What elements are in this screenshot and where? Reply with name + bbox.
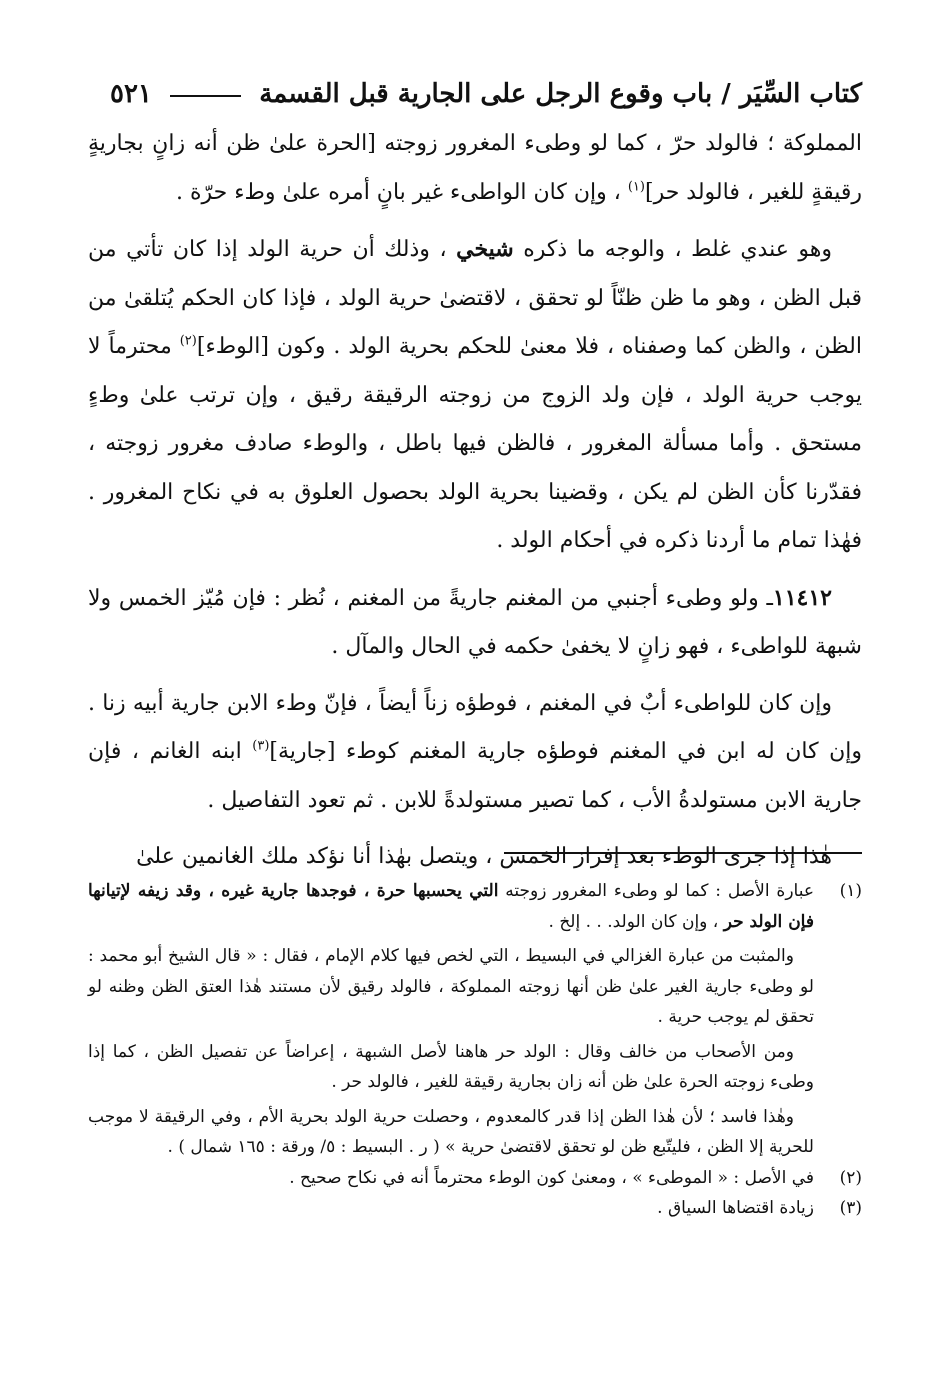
footnote-marker-2: (٢) — [179, 333, 197, 349]
running-header — [110, 74, 862, 114]
footnote-text-a: عبارة الأصل : كما لو وطىء المغرور زوجته — [498, 881, 814, 901]
paragraph-3-text: ـ ولو وطىء أجنبي من المغنم جاريةً من المغنم ، نُظر : فإن مُيّز الخمس ولا شبهة للواطىء ، فهو زانٍ لا يخفىٰ حكمه في الحال والمآل . — [88, 585, 862, 659]
main-text — [88, 120, 862, 882]
footnote-number: (٢) — [839, 1167, 862, 1188]
footnote-1 — [88, 876, 862, 1163]
paragraph-1-text-a: المملوكة ؛ فالولد حرّ ، كما لو وطىء المغرور زوجته [الحرة علىٰ ظن أنه زانٍ بجاريةٍ رقيقةٍ للغير ، فالولد حر] — [88, 131, 862, 205]
footnote-2 — [88, 1163, 862, 1194]
issue-number: ١١٤١٢ — [772, 584, 832, 611]
footnote-body — [88, 876, 814, 1163]
footnotes — [88, 876, 862, 1224]
footnote-text-b: ، وإن كان الولد. . . إلخ . — [548, 911, 724, 932]
paragraph-4-text-b: ابنه الغانم ، فإن جارية الابن مستولدةُ الأب ، كما تصير مستولدةً للابن . ثم تعود التفاصيل . — [88, 739, 862, 813]
paragraph-4-text-a: وإن كان للواطىء أبٌ في المغنم ، فوطؤه زناً أيضاً ، فإنّ وطء الابن جارية أبيه زنا . وإن كان له ابن في المغنم فوطؤه جارية المغنم كوطء [جارية] — [88, 690, 863, 764]
paragraph-1 — [88, 120, 862, 217]
footnote-bold-text: التي يحسبها حرة ، فوجدها جارية غيره ، وقد زيفه لإتيانها فإن الولد حر — [88, 881, 814, 932]
paragraph-4 — [88, 680, 862, 826]
footnote-paragraph: وهٰذا فاسد ؛ لأن هٰذا الظن إذا قدر كالمعدوم ، وحصلت حرية الولد بحرية الأم ، وفي الرقيقة لا موجب للحرية إلا الظن ، فليتّبع ظن لو تحقق لاقتضىٰ حرية » ( ر . البسيط : ٥/ ورقة : ١٦٥ شمال ) . — [88, 1106, 814, 1157]
paragraph-2-text-a: وهو عندي غلط ، والوجه ما ذكره — [513, 237, 832, 262]
footnote-number: (١) — [839, 881, 862, 901]
footnote-paragraph: في الأصل : « الموطىء » ، ومعنىٰ كون الوطء محترماً أنه في نكاح صحيح . — [289, 1167, 814, 1188]
paragraph-2-text-c: محترماً لا يوجب حرية الولد ، فإن ولد الزوج من زوجته الرقيقة رقيق ، وإن ترتب علىٰ وطءٍ مستحق . وأما مسألة المغرور ، فالظن فيها باطل ، والوطء صادف مغرور زوجته ، فقدّرنا كأن الظن لم يكن ، وقضينا بحرية الولد بحصول العلوق به في نكاح المغرور . فهٰذا تمام ما أردنا ذكره في أحكام الولد . — [88, 334, 862, 553]
footnote-marker-1: (١) — [627, 179, 645, 195]
footnote-3 — [88, 1193, 862, 1224]
footnote-body — [88, 1163, 814, 1194]
paragraph-2 — [88, 225, 862, 566]
paragraph-3 — [88, 574, 862, 672]
footnote-marker-3: (٣) — [252, 738, 270, 754]
page-number: ٥٢١ — [110, 79, 152, 109]
header-rule — [170, 95, 241, 97]
footnote-separator — [504, 852, 862, 854]
paragraph-2-text-b: ، وذلك أن حرية الولد إذا كان تأتي من قبل الظن ، وهو ما ظن ظنّاً لو تحقق ، لاقتضىٰ حرية الولد ، فإذا كان الحكم يُتلقىٰ من الظن ، والظن كما وصفناه ، فلا معنىٰ للحكم بحرية الولد . وكون [الوطء] — [88, 237, 862, 359]
footnote-paragraph: زيادة اقتضاها السياق . — [657, 1198, 814, 1218]
footnote-paragraph: ومن الأصحاب من خالف وقال : الولد حر هاهنا لأصل الشبهة ، إعراضاً عن تفصيل الظن ، كما إذا وطىء زوجته الحرة علىٰ ظن أنه زان بجارية رقيقة للغير ، فالولد حر . — [88, 1041, 814, 1092]
footnote-paragraph: والمثبت من عبارة الغزالي في البسيط ، التي لخص فيها كلام الإمام ، فقال : « قال الشيخ أبو محمد : لو وطىء جارية الغير علىٰ ظن أنها زوجته المملوكة ، فالولد رقيق لأن مستند هٰذا العتق الظن وظنه لو تحقق لم يوجب حرية . — [88, 946, 814, 1027]
paragraph-5: هٰذا إذا جرى الوطء بعد إفراز الخمس ، ويتصل بهٰذا أنا نؤكد ملك الغانمين علىٰ — [136, 844, 832, 869]
footnote-body — [88, 1193, 814, 1224]
footnote-number: (٣) — [839, 1198, 862, 1218]
footnote-paragraph — [88, 876, 814, 937]
paragraph-2-bold: شيخي — [456, 236, 514, 262]
paragraph-1-text-b: ، وإن كان الواطىء غير بانٍ أمره علىٰ وطء حرّة . — [175, 179, 628, 205]
running-head-title: كتاب السِّيَر / باب وقوع الرجل على الجارية قبل القسمة — [259, 79, 862, 109]
